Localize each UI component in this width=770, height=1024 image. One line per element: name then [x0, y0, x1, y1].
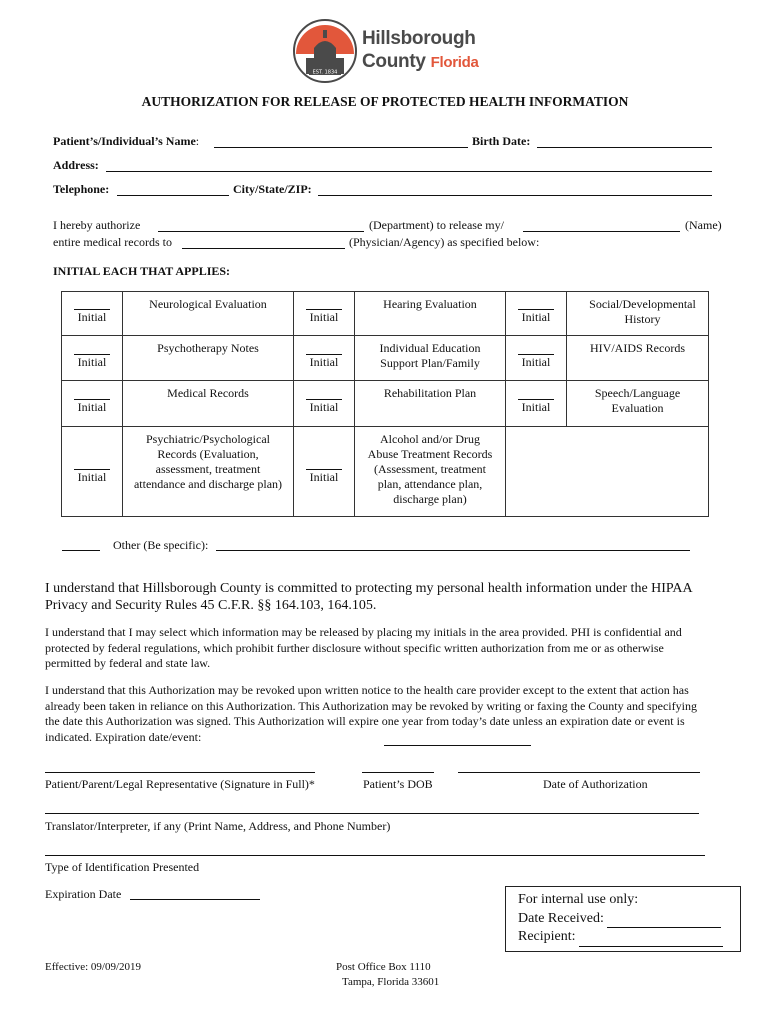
item-alcohol: Alcohol and/or Drug Abuse Treatment Records (Assessment, treatment plan, attendance plan, discharge plan): [355, 427, 506, 517]
initial-cell[interactable]: [294, 292, 355, 336]
city-field[interactable]: [318, 181, 712, 196]
physician-agency-field[interactable]: [182, 234, 345, 249]
initial-label: Initial: [77, 310, 107, 324]
page-title: AUTHORIZATION FOR RELEASE OF PROTECTED HEALTH INFORMATION: [141, 94, 629, 109]
item-rehab: Rehabilitation Plan: [355, 381, 506, 427]
date-received-field[interactable]: [607, 913, 721, 928]
identification-label: Type of Identification Presented: [45, 860, 200, 874]
initial-cell[interactable]: [506, 336, 567, 381]
authorize-text-a: I hereby authorize: [53, 218, 141, 232]
item-neurological: Neurological Evaluation: [123, 292, 294, 336]
initial-cell[interactable]: [62, 427, 123, 517]
item-medical: Medical Records: [123, 381, 294, 427]
telephone-label: Telephone:: [53, 182, 110, 196]
initial-label: Initial: [77, 470, 107, 484]
expiration-date-field[interactable]: [130, 887, 260, 900]
address-field[interactable]: [106, 157, 712, 172]
translator-line[interactable]: [45, 813, 699, 814]
department-field[interactable]: [158, 217, 364, 232]
item-social: Social/Developmental History: [567, 292, 709, 336]
recipient-label: Recipient:: [518, 929, 576, 944]
paragraph-initials: I understand that I may select which information may be released by placing my initials in the area provided. PHI is confidential and protected by federal regulations, which prohibit further disclosure without specific written authorization from me or as otherwise permitted by federal and state law.: [45, 625, 682, 670]
initial-label: Initial: [309, 355, 339, 369]
initial-cell[interactable]: [62, 292, 123, 336]
item-psychotherapy: Psychotherapy Notes: [123, 336, 294, 381]
date-authorization-line[interactable]: [458, 772, 700, 773]
initial-cell[interactable]: [62, 336, 123, 381]
initial-label: Initial: [309, 310, 339, 324]
initial-label: Initial: [309, 400, 339, 414]
telephone-field[interactable]: [117, 181, 229, 196]
item-hearing: Hearing Evaluation: [355, 292, 506, 336]
initial-cell[interactable]: [294, 427, 355, 517]
county-seal-icon: [292, 18, 358, 84]
logo-state: Florida: [430, 54, 479, 71]
identification-line[interactable]: [45, 855, 705, 856]
initial-heading: INITIAL EACH THAT APPLIES:: [53, 264, 231, 278]
city-label: City/State/ZIP:: [233, 182, 312, 196]
signature-label: Patient/Parent/Legal Representative (Signature in Full)*: [45, 777, 315, 791]
paragraph-hipaa: I understand that Hillsborough County is committed to protecting my personal health information under the HIPAA Privacy and Security Rules 45 C.F.R. §§ 164.103, 164.105.: [45, 581, 692, 613]
county-logo: [292, 18, 492, 84]
footer-address-2: Tampa, Florida 33601: [342, 976, 440, 988]
initial-label: Initial: [309, 470, 339, 484]
initial-grid: [61, 291, 709, 517]
empty-cell: [506, 427, 709, 517]
logo-name-line2: [362, 51, 479, 73]
patient-name-field[interactable]: [214, 133, 468, 148]
other-initial-field[interactable]: [62, 549, 100, 551]
initial-label: Initial: [521, 310, 551, 324]
item-psychiatric: Psychiatric/Psychological Records (Evaluation, assessment, treatment attendance and discharge plan): [123, 427, 294, 517]
birth-date-field[interactable]: [537, 133, 712, 148]
item-hiv: HIV/AIDS Records: [567, 336, 709, 381]
date-received-label: Date Received:: [518, 910, 604, 926]
paragraph-revoke: I understand that this Authorization may be revoked upon written notice to the health care provider except to the extent that action has already been taken in reliance on this Authorization. This Authorization may be revoked by writing or faxing the County and specifying the date this Authorization was signed. This Authorization will expire one year from today’s date unless an expiration date or event is indicated. Expiration date/event:: [45, 683, 697, 744]
authorize-text-c: (Name): [685, 218, 722, 232]
footer-address-1: Post Office Box 1110: [336, 961, 431, 973]
date-received-row: [518, 910, 740, 929]
seal-text: EST. 1834: [312, 69, 338, 76]
expiration-date-label: Expiration Date: [45, 887, 122, 901]
initial-cell[interactable]: [294, 381, 355, 427]
recipient-field[interactable]: [579, 932, 723, 947]
initial-cell[interactable]: [506, 381, 567, 427]
initial-label: Initial: [521, 400, 551, 414]
dob-label: Patient’s DOB: [363, 777, 433, 791]
initial-label: Initial: [521, 355, 551, 369]
initial-label: Initial: [77, 400, 107, 414]
initial-cell[interactable]: [294, 336, 355, 381]
dob-line[interactable]: [362, 772, 434, 773]
item-education: Individual Education Support Plan/Family: [355, 336, 506, 381]
initial-cell[interactable]: [62, 381, 123, 427]
date-authorization-label: Date of Authorization: [543, 777, 648, 791]
logo-name-line1: Hillsborough: [362, 28, 476, 49]
initial-cell[interactable]: [506, 292, 567, 336]
release-name-field[interactable]: [523, 217, 680, 232]
specified-below-text: (Physician/Agency) as specified below:: [349, 235, 540, 249]
internal-use-box: [505, 886, 741, 952]
internal-use-title: For internal use only:: [518, 892, 639, 907]
item-speech: Speech/Language Evaluation: [567, 381, 709, 427]
birth-date-label: Birth Date:: [472, 134, 531, 148]
other-field[interactable]: [216, 538, 690, 551]
effective-date: Effective: 09/09/2019: [45, 961, 142, 973]
recipient-row: [518, 928, 740, 947]
other-label: Other (Be specific):: [113, 538, 209, 552]
expiration-event-field[interactable]: [384, 733, 531, 746]
patient-name-label: Patient’s/Individual’s Name:: [53, 134, 200, 148]
authorize-text-b: (Department) to release my/: [369, 218, 504, 232]
initial-label: Initial: [77, 355, 107, 369]
signature-line[interactable]: [45, 772, 315, 773]
address-label: Address:: [53, 158, 99, 172]
logo-county: County: [362, 51, 426, 72]
translator-label: Translator/Interpreter, if any (Print Name, Address, and Phone Number): [45, 819, 391, 833]
records-to-text: entire medical records to: [53, 235, 172, 249]
